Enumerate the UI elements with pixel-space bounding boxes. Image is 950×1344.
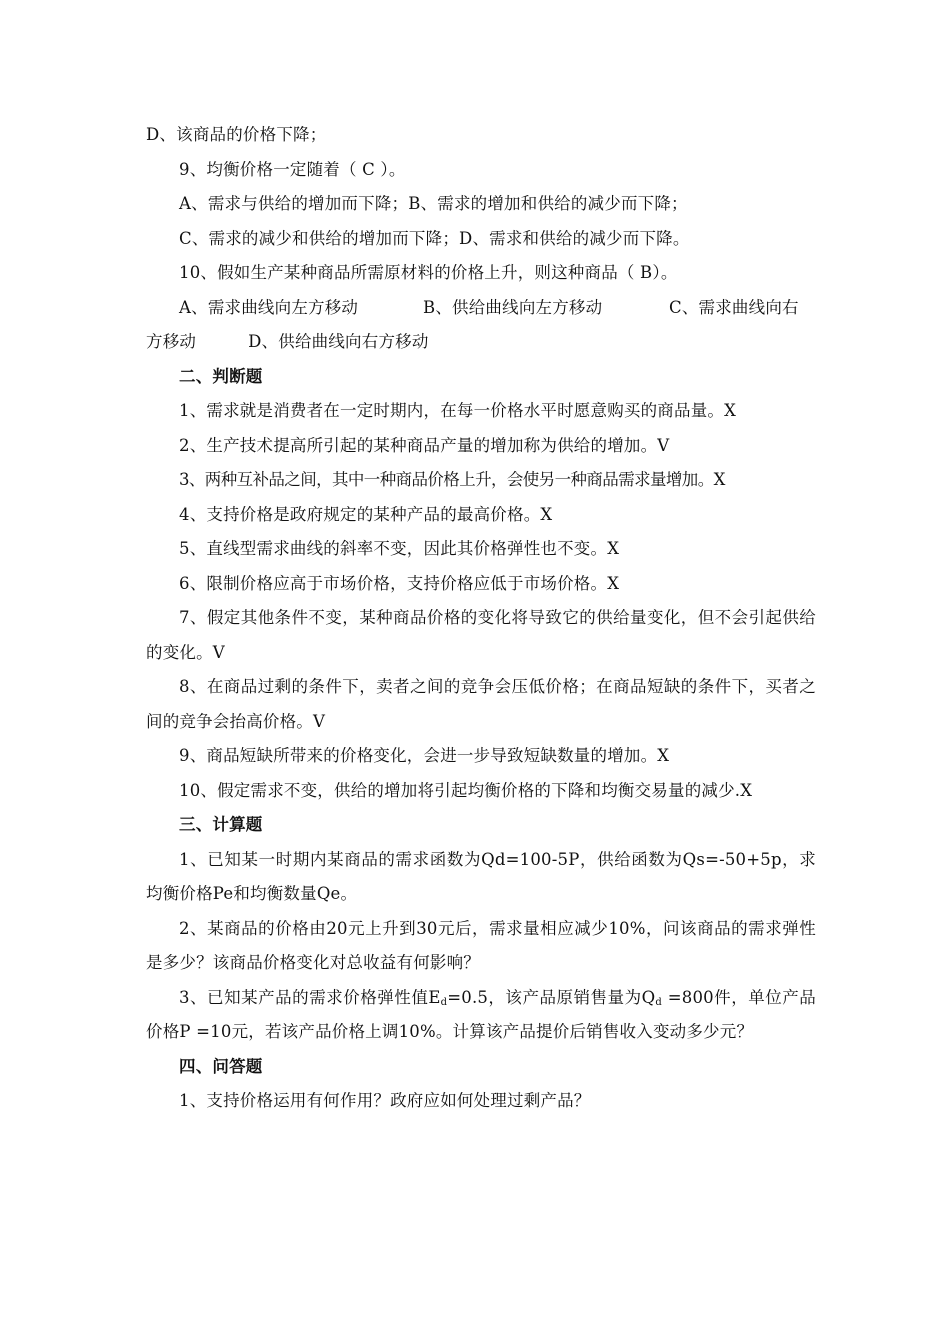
- judge-item: 10、假定需求不变，供给的增加将引起均衡价格的下降和均衡交易量的减少.X: [179, 780, 753, 800]
- q10-option-a: A、需求曲线向左方移动: [179, 297, 359, 317]
- document-page: [146, 118, 816, 1119]
- q10-options-row: [146, 291, 816, 326]
- qa-item: 1、支持价格运用有何作用？政府应如何处理过剩产品？: [179, 1091, 591, 1110]
- judge-item: 9、商品短缺所带来的价格变化，会进一步导致短缺数量的增加。X: [179, 746, 670, 765]
- calc-question-1: 1、已知某一时期内某商品的需求函数为Qd=100-5P，供给函数为Qs=-50+5p，求均衡价格Pe和均衡数量Qe。: [146, 849, 816, 903]
- q10-option-b: B、供给曲线向左方移动: [423, 297, 603, 317]
- q10-option-d: D、供给曲线向右方移动: [248, 332, 429, 351]
- q8-option-d: D、该商品的价格下降；: [146, 125, 327, 144]
- calc-question-2: 2、某商品的价格由20元上升到30元后，需求量相应减少10%，问该商品的需求弹性是多少？该商品价格变化对总收益有何影响？: [146, 918, 816, 972]
- calc-q3-text-3: =800件，单位产品价格P =10元，若该产品价格上调10%。计算该产品提价后销售收入变动多少元？: [146, 987, 816, 1041]
- judge-item: 3、两种互补品之间，其中一种商品价格上升，会使另一种商品需求量增加。X: [179, 470, 725, 489]
- judge-item: 4、支持价格是政府规定的某种产品的最高价格。X: [179, 504, 553, 524]
- judge-item: 2、生产技术提高所引起的某种商品产量的增加称为供给的增加。V: [179, 435, 670, 455]
- q9-stem: 9、均衡价格一定随着（ C ）。: [179, 159, 406, 179]
- q10-option-c-end: 方移动: [146, 332, 197, 351]
- q10-options-row-2: [146, 325, 816, 360]
- calc-q3-text-1: 3、已知某产品的需求价格弹性值E: [179, 987, 441, 1007]
- judge-item: 8、在商品过剩的条件下，卖者之间的竞争会压低价格；在商品短缺的条件下，买者之间的竞争会抬高价格。V: [146, 677, 816, 731]
- section-title-qa: 四、问答题: [179, 1056, 263, 1076]
- q9-options-ab: A、需求与供给的增加而下降；B、需求的增加和供给的减少而下降；: [179, 194, 688, 213]
- q9-options-cd: C、需求的减少和供给的增加而下降；D、需求和供给的减少而下降。: [179, 228, 690, 248]
- judge-item: 7、假定其他条件不变，某种商品价格的变化将导致它的供给量变化，但不会引起供给的变化。V: [146, 608, 816, 662]
- judge-item: 1、需求就是消费者在一定时期内，在每一价格水平时愿意购买的商品量。X: [179, 401, 737, 420]
- calc-question-3: [146, 981, 816, 1050]
- q10-option-c-start: C、需求曲线向右: [669, 297, 799, 317]
- judge-item: 5、直线型需求曲线的斜率不变，因此其价格弹性也不变。X: [179, 539, 620, 558]
- calc-q3-subscript-2: d: [655, 996, 662, 1008]
- calc-q3-subscript-1: d: [440, 996, 448, 1008]
- section-title-calc: 三、计算题: [179, 815, 263, 834]
- section-title-judge: 二、判断题: [179, 366, 263, 386]
- judge-item: 6、限制价格应高于市场价格，支持价格应低于市场价格。X: [179, 573, 620, 593]
- q10-stem: 10、假如生产某种商品所需原材料的价格上升，则这种商品（ B）。: [179, 263, 678, 282]
- calc-q3-text-2: =0.5，该产品原销售量为Q: [447, 987, 656, 1007]
